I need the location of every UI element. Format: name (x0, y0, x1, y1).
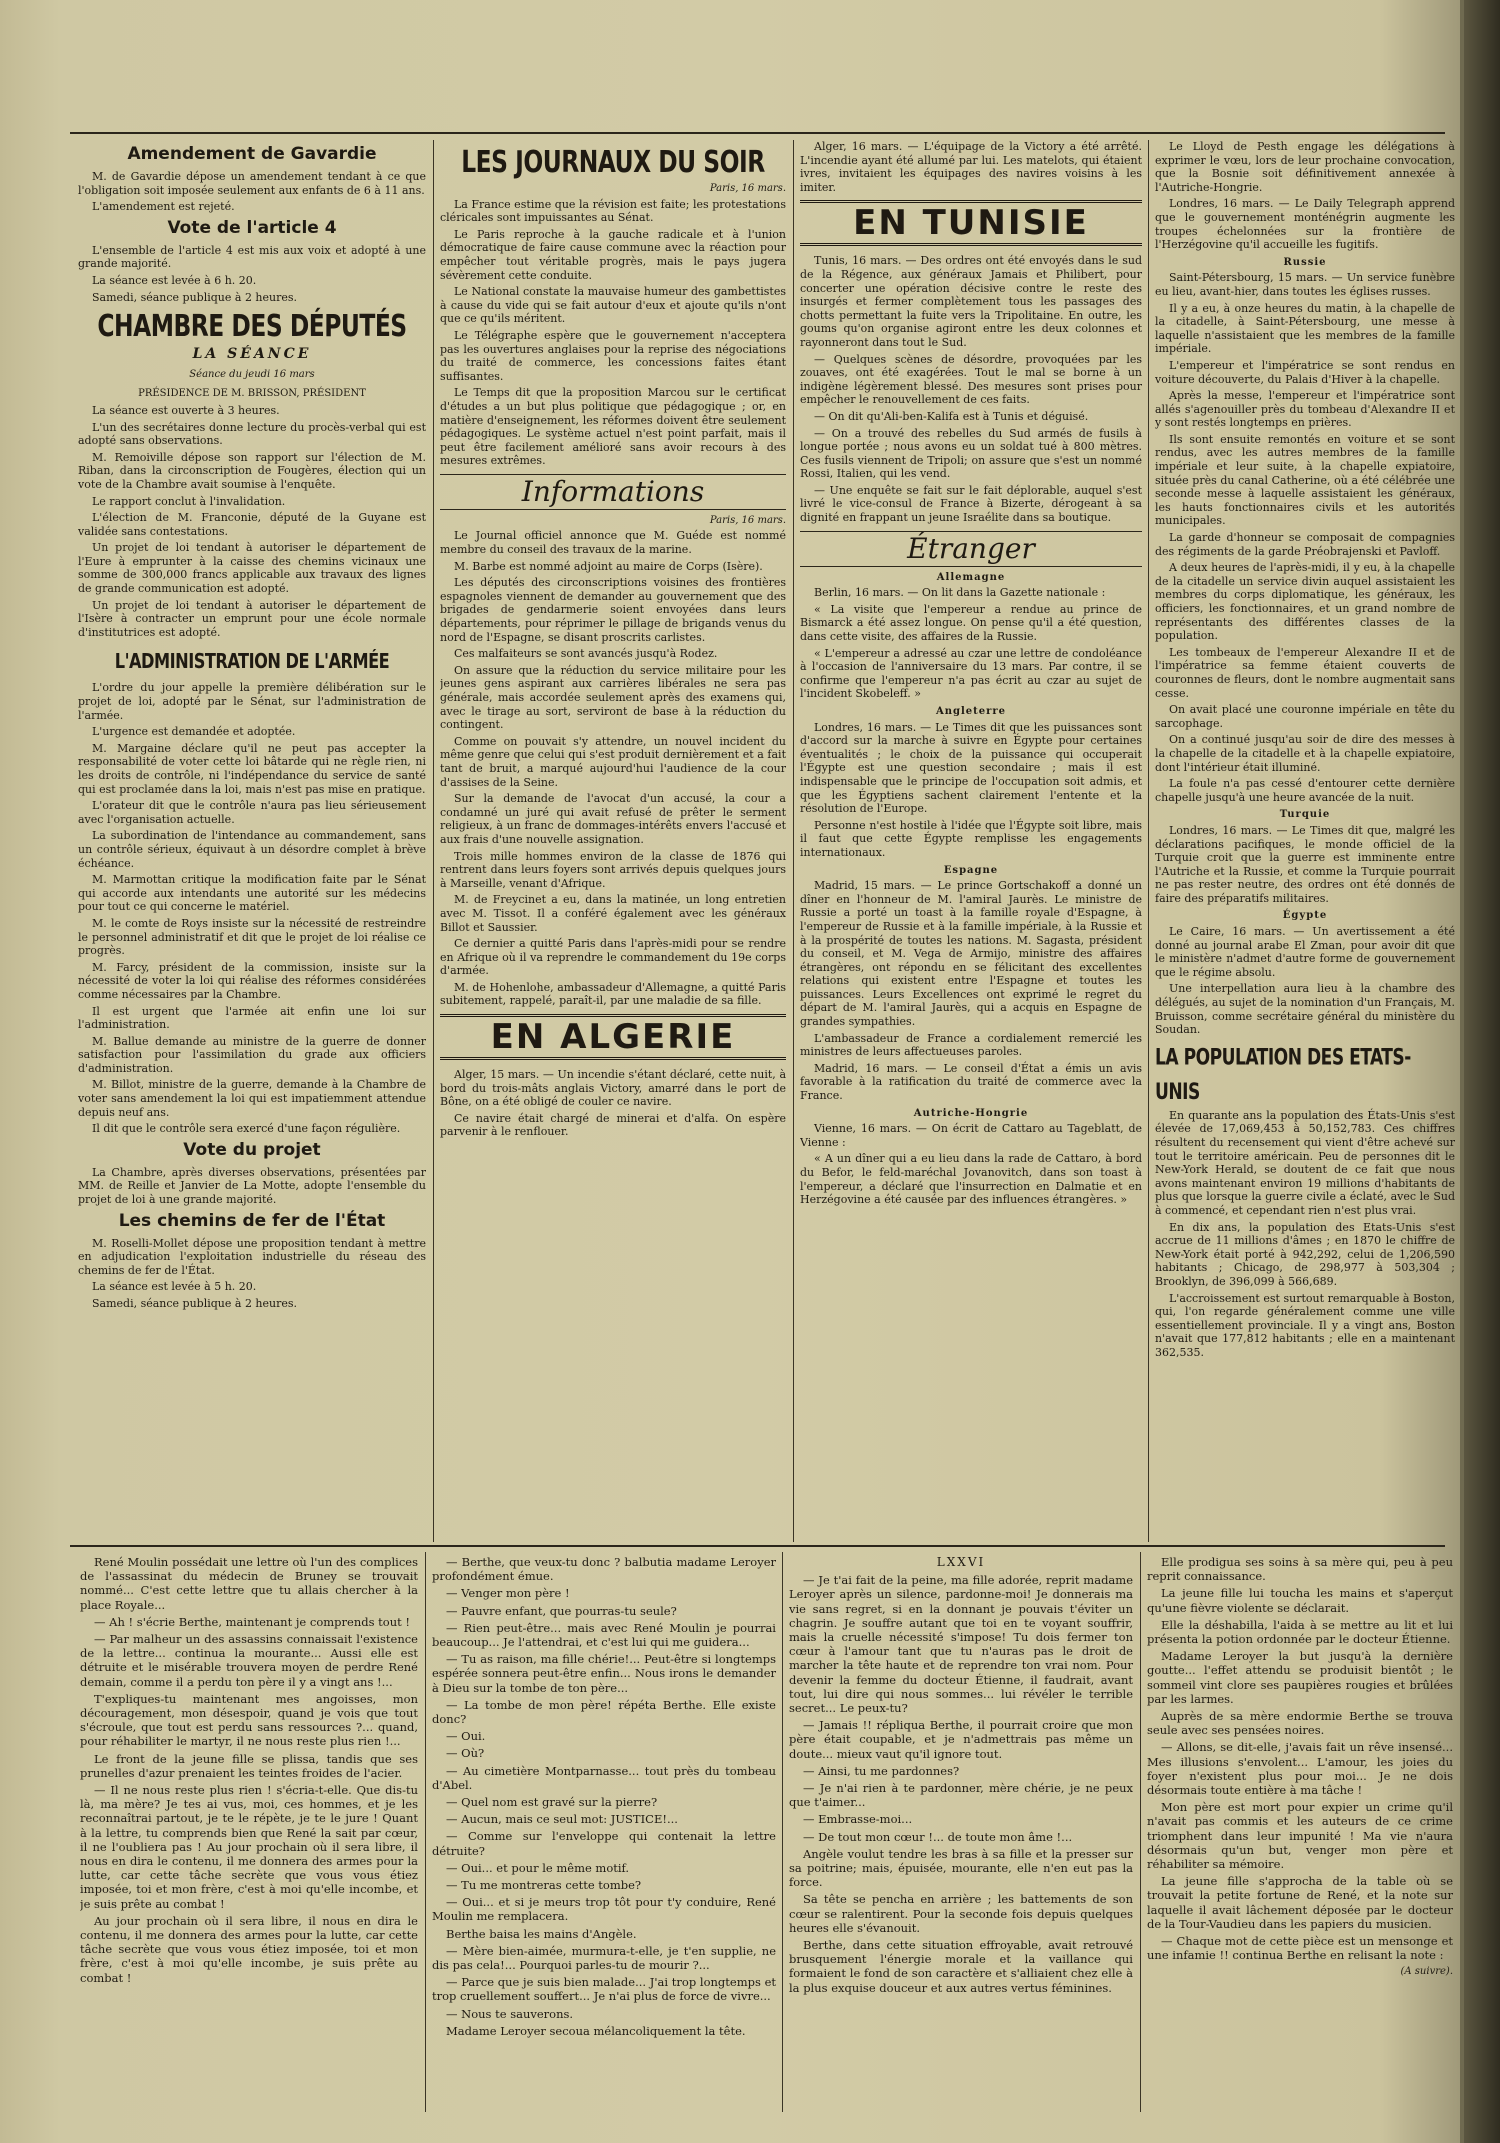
paragraph: Saint-Pétersbourg, 15 mars. — Un service funèbre eu lieu, avant-hier, dans toutes les églises russes. (1155, 271, 1455, 298)
paragraph: Ce navire était chargé de minerai et d'alfa. On espère parvenir à le renflouer. (440, 1111, 786, 1139)
paragraph: — Berthe, que veux-tu donc ? balbutia madame Leroyer profondément émue. (432, 1555, 776, 1584)
paragraph: — La tombe de mon père! répéta Berthe. Elle existe donc? (432, 1697, 776, 1727)
column-tunisie-etranger (800, 140, 1142, 1540)
turquie-subheading: Turquie (1279, 809, 1331, 821)
paragraph: Comme on pouvait s'y attendre, un nouvel incident du même genre que celui qui s'est produit dernièrement et a fait tant de bruit, a marqué aujourd'hui l'audience de la cour d'assises de la Seine. (440, 734, 786, 789)
paragraph: Les tombeaux de l'empereur Alexandre II et de l'impératrice sa femme étaient couverts de couronnes de fleurs, dont le nombre augmentait sans cesse. (1155, 645, 1455, 700)
paragraph: Mon père est mort pour expier un crime qu'il n'avait pas commis et les auteurs de ce crime triomphent dans leur impunité ! Ma vie n'aura désormais qu'un but, venger mon père et réhabiliter sa mémoire. (1147, 1800, 1453, 1872)
paragraph: L'un des secrétaires donne lecture du procès-verbal qui est adopté sans observations. (78, 420, 426, 448)
paragraph: — On a trouvé des rebelles du Sud armés de fusils à longue portée ; nous avons eu un soldat tué à 800 mètres. Ces fusils viennent de Tripoli; on assure que s'est un nommé Rossi, Italien, qui les vend. (800, 426, 1142, 481)
paragraph: Trois mille hommes environ de la classe de 1876 qui rentrent dans leurs foyers sont arrivés depuis quelques jours à Marseille, venant d'Afrique. (440, 849, 786, 890)
paragraph: La Chambre, après diverses observations, présentées par MM. de Reille et Janvier de La Motte, adopte l'ensemble du projet de loi à une grande majorité. (78, 1165, 426, 1207)
paragraph: — Oui... et si je meurs trop tôt pour t'y conduire, René Moulin me remplacera. (432, 1895, 776, 1924)
column-rule (1140, 1552, 1141, 2112)
paragraph: — Par malheur un des assassins connaissait l'existence de la lettre... continua la mourante... Aussi elle est détruite et le misérable trouvera moyen de perdre René demain, comme il a perdu ton père il y a vingt ans !... (80, 1632, 418, 1689)
paragraph: Berthe baisa les mains d'Angèle. (446, 1926, 637, 1941)
paragraph: Le National constate la mauvaise humeur des gambettistes à cause du vide qui se fait autour d'eux et ajoute qu'ils n'ont que ce qu'ils méritent. (440, 285, 786, 326)
paragraph: René Moulin possédait une lettre où l'un des complices de l'assassinat du médecin de Bruney se trouvait nommé... C'est cette lettre que tu allais chercher à la place Royale... (80, 1555, 418, 1612)
paragraph: Alger, 16 mars. — L'équipage de la Victory a été arrêté. L'incendie ayant été allumé par lui. Les matelots, qui étaient ivres, invitaient les équipages des navires voisins à les imiter. (800, 140, 1142, 194)
paragraph: — Je n'ai rien à te pardonner, mère chérie, je ne peux que t'aimer... (789, 1781, 1133, 1810)
paragraph: Un projet de loi tendant à autoriser le département de l'Isère à contracter un emprunt pour une école normale d'institutrices est adopté. (78, 598, 426, 639)
etranger-heading: Étranger (800, 531, 1142, 567)
paragraph: — Tu as raison, ma fille chérie!... Peut-être si longtemps espérée sonnera peut-être enfin... Nous irons le demander à Dieu sur la tombe de ton père... (432, 1652, 776, 1695)
column-rule (793, 140, 794, 1542)
paragraph: — Au cimetière Montparnasse... tout près du tombeau d'Abel. (432, 1763, 776, 1792)
paragraph: Ces malfaiteurs se sont avancés jusqu'à Rodez. (454, 647, 718, 661)
paragraph: En dix ans, la population des Etats-Unis s'est accrue de 11 millions d'âmes ; en 1870 le chiffre de New-York était porté à 942,292, celui de 1,206,590 habitants ; Chicago, de 298,977 à 503,304 ; Brooklyn, de 396,099 à 566,689. (1155, 1220, 1455, 1288)
journaux-du-soir-heading: LES JOURNAUX DU SOIR (461, 145, 765, 181)
en-algerie-heading: EN ALGERIE (440, 1014, 786, 1060)
paragraph: Londres, 16 mars. — Le Times dit que les puissances sont d'accord sur la marche à suivre en Égypte pour certaines éventualités ; le choix de la puissance qui occuperait l'Égypte est une question secondaire ; mais il est indispensable que le principe de l'occupation soit admis, et que les Égyptiens sachent clairement l'entente et la résolution de l'Europe. (800, 720, 1142, 816)
paragraph: — Une enquête se fait sur le fait déplorable, auquel s'est livré le vice-consul de France à Bizerte, dérogeant à sa dignité en frappant un jeune Israélite dans sa boutique. (800, 483, 1142, 525)
paragraph: Angèle voulut tendre les bras à sa fille et la presser sur sa poitrine; mais, épuisée, mourante, elle n'en eut pas la force. (789, 1846, 1133, 1890)
paragraph: — Comme sur l'enveloppe qui contenait la lettre détruite? (432, 1829, 776, 1858)
paragraph: Berthe, dans cette situation effroyable, avait retrouvé brusquement l'énergie morale et la vaillance qui formaient le fond de son caractère et s'alliaient chez elle à la plus exquise douceur et aux autres vertus féminines. (789, 1938, 1133, 1995)
paragraph: L'ordre du jour appelle la première délibération sur le projet de loi, adopté par le Sénat, sur l'administration de l'armée. (78, 681, 426, 722)
amendement-gavardie-heading: Amendement de Gavardie (127, 144, 377, 164)
paragraph: Le Télégraphe espère que le gouvernement n'acceptera pas les ouvertures anglaises pour la reprise des négociations du traité de commerce, les concessions faites étant suffisantes. (440, 328, 786, 383)
presidence-line: PRÉSIDENCE DE M. BRISSON, PRÉSIDENT (138, 388, 366, 400)
paragraph: M. de Hohenlohe, ambassadeur d'Allemagne, a quitté Paris subitement, rappelé, paraît-il, par une maladie de sa fille. (440, 980, 786, 1008)
paragraph: M. de Gavardie dépose un amendement tendant à ce que l'obligation soit imposée seulement aux enfants de 6 à 11 ans. (78, 170, 426, 197)
paragraph: M. Remoiville dépose son rapport sur l'élection de M. Riban, dans la circonscription de Fougères, élection qui un vote de la Chambre avait soumise à l'enquête. (78, 450, 426, 491)
paragraph: Le front de la jeune fille se plissa, tandis que ses prunelles d'azur prenaient les teintes froides de l'acier. (80, 1751, 418, 1780)
paragraph: — De tout mon cœur !... de toute mon âme !... (803, 1829, 1073, 1844)
paragraph: On avait placé une couronne impériale en tête du sarcophage. (1155, 703, 1455, 730)
paragraph: — Mère bien-aimée, murmura-t-elle, je t'en supplie, ne dis pas cela!... Pourquoi parles-tu de mourir ?... (432, 1943, 776, 1973)
dateline: Paris, 16 mars. (709, 514, 786, 526)
population-etats-unis-heading: LA POPULATION DES ETATS-UNIS (1155, 1044, 1411, 1105)
paragraph: — Quel nom est gravé sur la pierre? (446, 1795, 658, 1810)
feuilleton-column-4 (1147, 1555, 1453, 2115)
paragraph: Samedi, séance publique à 2 heures. (92, 1297, 298, 1310)
autriche-hongrie-subheading: Autriche-Hongrie (913, 1107, 1029, 1119)
paragraph: Sa tête se pencha en arrière ; les battements de son cœur se ralentirent. Pour la seconde fois depuis quelques heures elle s'évanouit. (789, 1892, 1133, 1935)
paragraph: Elle prodigua ses soins à sa mère qui, peu à peu reprit connaissance. (1147, 1555, 1453, 1584)
paragraph: — Tu me montreras cette tombe? (446, 1878, 642, 1893)
paragraph: La séance est levée à 5 h. 20. (92, 1280, 257, 1294)
a-suivre-note: (A suivre). (1400, 1966, 1453, 1978)
column-rule (425, 1552, 426, 2112)
paragraph: — Embrasse-moi... (803, 1812, 913, 1827)
espagne-subheading: Espagne (943, 864, 999, 876)
paragraph: — Aucun, mais ce seul mot: JUSTICE!... (446, 1812, 678, 1827)
feuilleton-column-3 (789, 1555, 1133, 2115)
paragraph: « A un dîner qui a eu lieu dans la rade de Cattaro, à bord du Befor, le feld-maréchal Jovanovitch, dans son toast à l'empereur, a déclaré que l'insurrection en Dalmatie et en Herzégovine a été causée par des influences étrangères. » (800, 1152, 1142, 1207)
paragraph: L'empereur et l'impératrice se sont rendus en voiture découverte, du Palais d'Hiver à la chapelle. (1155, 358, 1455, 386)
la-seance-label: LA SÉANCE (192, 346, 312, 363)
paragraph: A deux heures de l'après-midi, il y eu, à la chapelle de la citadelle un service divin auquel assistaient les membres du corps diplomatique, les généraux, les officiers, les fonctionnaires, et un grand nombre de représentants des différentes classes de la population. (1155, 561, 1455, 643)
allemagne-subheading: Allemagne (936, 571, 1006, 583)
paragraph: — Ah ! s'écrie Berthe, maintenant je comprends tout ! (94, 1614, 410, 1629)
paragraph: — Où? (446, 1746, 485, 1761)
feuilleton-column-1 (80, 1555, 418, 2115)
russie-subheading: Russie (1283, 256, 1327, 268)
paragraph: — Oui. (446, 1729, 486, 1744)
paragraph: Auprès de sa mère endormie Berthe se trouva seule avec ses pensées noires. (1147, 1709, 1453, 1738)
paragraph: L'ensemble de l'article 4 est mis aux voix et adopté à une grande majorité. (78, 243, 426, 271)
paragraph: Une interpellation aura lieu à la chambre des délégués, au sujet de la nomination d'un Français, M. Bruisson, comme secrétaire général du ministère du Soudan. (1155, 982, 1455, 1037)
feuilleton-column-2 (432, 1555, 776, 2115)
paragraph: Le Lloyd de Pesth engage les délégations à exprimer le vœu, lors de leur prochaine convocation, que la Bosnie soit définitivement annexée à l'Autriche-Hongrie. (1155, 140, 1455, 194)
paragraph: M. Roselli-Mollet dépose une proposition tendant à mettre en adjudication l'exploitation industrielle du réseau des chemins de fer de l'État. (78, 1236, 426, 1277)
paragraph: Londres, 16 mars. — Le Daily Telegraph apprend que le gouvernement monténégrin augmente les troupes échelonnées sur la frontière de l'Herzégovine qu'il accueille les fugitifs. (1155, 197, 1455, 252)
paragraph: Tunis, 16 mars. — Des ordres ont été envoyés dans le sud de la Régence, aux généraux Jamais et Philibert, pour concerter une opération décisive contre le reste des insurgés et fermer complètement tous les passages des chotts permettant la fuite vers la Tripolitaine. En outre, les goums qu'on organise agiront entre les deux colonnes et rayonneront dans tout le Sud. (800, 254, 1142, 349)
administration-armee-heading: L'ADMINISTRATION DE L'ARMÉE (114, 649, 390, 674)
paragraph: M. Margaine déclare qu'il ne peut pas accepter la responsabilité de voter cette loi bâtarde qui ne règle rien, ni les droits de contrôle, ni l'indépendance du service de santé qui est proclamée dans la loi, mais n'est pas mise en pratique. (78, 741, 426, 796)
paragraph: M. Billot, ministre de la guerre, demande à la Chambre de voter sans amendement la loi qui est impatiemment attendue depuis neuf ans. (78, 1078, 426, 1119)
paragraph: Il est urgent que l'armée ait enfin une loi sur l'administration. (78, 1004, 426, 1032)
top-rule (70, 132, 1445, 134)
paragraph: L'amendement est rejeté. (92, 200, 235, 214)
paragraph: La jeune fille lui toucha les mains et s'aperçut qu'une fièvre violente se déclarait. (1147, 1586, 1453, 1615)
paragraph: La subordination de l'intendance au commandement, sans un contrôle sérieux, équivaut à un désordre complet à brève échéance. (78, 829, 426, 870)
paragraph: Londres, 16 mars. — Le Times dit que, malgré les déclarations pacifiques, le monde officiel de la Turquie croit que la guerre est imminente entre l'Autriche et la Russie, et comme la Turquie pourrait ne pas rester neutre, des ordres ont été donnés de faire des préparatifs militaires. (1155, 823, 1455, 905)
paragraph: L'orateur dit que le contrôle n'aura pas lieu sérieusement avec l'organisation actuelle. (78, 799, 426, 826)
paragraph: Alger, 15 mars. — Un incendie s'étant déclaré, cette nuit, à bord du trois-mâts anglais Victory, amarré dans le port de Bône, on a été obligé de couler ce navire. (440, 1068, 786, 1109)
paragraph: La France estime que la révision est faite; les protestations cléricales sont impuissantes au Sénat. (440, 197, 786, 225)
column-rule (782, 1552, 783, 2112)
paragraph: L'accroissement est surtout remarquable à Boston, qui, l'on regarde généralement comme une ville essentiellement provinciale. Il y a vingt ans, Boston n'avait que 177,812 habitants ; elle en a maintenant 362,535. (1155, 1291, 1455, 1359)
paragraph: — Ainsi, tu me pardonnes? (803, 1763, 960, 1778)
paragraph: — Jamais !! répliqua Berthe, il pourrait croire que mon père était coupable, et je n'admettrais pas même un doute... mieux vaut qu'il ignore tout. (789, 1718, 1133, 1761)
paragraph: Le Caire, 16 mars. — Un avertissement a été donné au journal arabe El Zman, pour avoir dit que le ministère n'admet d'autre forme de gouvernement que le régime absolu. (1155, 925, 1455, 979)
column-journaux-informations (440, 140, 786, 1540)
paragraph: Il y a eu, à onze heures du matin, à la chapelle de la citadelle, à Saint-Pétersbourg, une messe à laquelle n'assistaient que les membres de la famille impériale. (1155, 301, 1455, 356)
paragraph: Ils sont ensuite remontés en voiture et se sont rendus, avec les autres membres de la famille impériale et leur suite, à la chapelle expiatoire, située près du canal Catherine, où a été célébrée une seconde messe à laquelle assistaient les généraux, les hauts fonctionnaires civils et les autorités municipales. (1155, 432, 1455, 528)
paragraph: La séance est levée à 6 h. 20. (92, 273, 257, 287)
paragraph: L'urgence est demandée et adoptée. (92, 725, 296, 739)
paragraph: L'ambassadeur de France a cordialement remercié les ministres de leurs affectueuses paroles. (800, 1031, 1142, 1059)
paragraph: Sur la demande de l'avocat d'un accusé, la cour a condamné un juré qui avait refusé de prêter le serment religieux, à un franc de dommages-intérêts envers l'accusé et aux frais d'une nouvelle assignation. (440, 792, 786, 846)
paragraph: Ce dernier a quitté Paris dans l'après-midi pour se rendre en Afrique où il va reprendre le commandement du 19e corps d'armée. (440, 937, 786, 978)
column-rule (433, 140, 434, 1542)
paragraph: — Quelques scènes de désordre, provoquées par les zouaves, ont été exagérées. Tout le mal se borne à un indigène légèrement blessé. Des mesures sont prises pour empêcher le renouvellement de ces faits. (800, 352, 1142, 407)
paragraph: — Allons, se dit-elle, j'avais fait un rêve insensé... Mes illusions s'envolent... L'amour, les joies du foyer n'existent plus pour moi... Je ne dois désormais toute entière à ma tâche ! (1147, 1740, 1453, 1798)
paragraph: — Chaque mot de cette pièce est un mensonge et une infamie !! continua Berthe en relisant la note : (1147, 1934, 1453, 1963)
paragraph: Les députés des circonscriptions voisines des frontières espagnoles viennent de demander au gouvernement que des brigades de gendarmerie soient envoyées dans leurs départements, pour réprimer le pillage de brigands venus du nord de l'Espagne, se disant proscrits carlistes. (440, 576, 786, 644)
paragraph: Berlin, 16 mars. — On lit dans la Gazette nationale : (814, 586, 1106, 600)
paragraph: M. Marmottan critique la modification faite par le Sénat qui accorde aux intendants une autorité sur les médecins pour tout ce qui concerne le matériel. (78, 873, 426, 914)
paragraph: M. Farcy, président de la commission, insiste sur la nécessité de voter la loi qui réalise des réformes considérées comme nécessaires par la Chambre. (78, 960, 426, 1001)
paragraph: La foule n'a pas cessé d'entourer cette dernière chapelle jusqu'à une heure avancée de la nuit. (1155, 777, 1455, 804)
chemins-fer-etat-heading: Les chemins de fer de l'État (118, 1210, 386, 1231)
column-senat-chambre (78, 140, 426, 1540)
column-rule (1148, 140, 1149, 1542)
paragraph: — Rien peut-être... mais avec René Moulin je pourrai beaucoup... Je l'attendrai, et c'est lui qui me guidera... (432, 1620, 776, 1650)
angleterre-subheading: Angleterre (935, 706, 1007, 717)
paragraph: Samedi, séance publique à 2 heures. (92, 290, 298, 304)
en-tunisie-heading: EN TUNISIE (800, 200, 1142, 246)
paragraph: Le Temps dit que la proposition Marcou sur le certificat d'études a un but plus politique que pédagogique ; or, en matière d'enseignement, les réformes doivent être seulement pédagogiques. Le système actuel n'est point parfait, mais il peut être facilement amélioré sans avoir recours à des mesures extrêmes. (440, 386, 786, 468)
paragraph: Au jour prochain où il sera libre, il nous en dira le contenu, il me donnera des armes pour la lutte, car cette tâche secrète que vous vous étiez imposée, toi et mon frère, c'est à moi qu'elle incombe, je suis prête au combat ! (80, 1913, 418, 1985)
paragraph: « L'empereur a adressé au czar une lettre de condoléance à l'occasion de l'anniversaire du 13 mars. Par contre, il se confirme que l'empereur n'a pas écrit au czar au sujet de l'incident Skobeleff. » (800, 646, 1142, 701)
paragraph: On a continué jusqu'au soir de dire des messes à la chapelle de la citadelle et à la chapelle expiatoire, dont l'intérieur était illuminé. (1155, 733, 1455, 774)
paragraph: La jeune fille s'approcha de la table où se trouvait la petite fortune de René, et la note sur laquelle il avait lâchement déposée par le docteur de la Tour-Vaudieu dans les papiers du musicien. (1147, 1874, 1453, 1931)
paragraph: — Pauvre enfant, que pourras-tu seule? (446, 1603, 677, 1618)
book-spine (1464, 0, 1500, 2143)
paragraph: Le rapport conclut à l'invalidation. (92, 494, 286, 508)
paragraph: — On dit qu'Ali-ben-Kalifa est à Tunis et déguisé. (814, 409, 1089, 423)
paragraph: Vienne, 16 mars. — On écrit de Cattaro au Tageblatt, de Vienne : (800, 1122, 1142, 1149)
vote-projet-heading: Vote du projet (183, 1139, 321, 1160)
paragraph: — Je t'ai fait de la peine, ma fille adorée, reprit madame Leroyer après un silence, pardonne-moi! Je donnerais ma vie sans regret, si en la donnant je pouvais t'éviter un chagrin. Je souffre autant que toi en te voyant souffrir, mais la cruelle nécessité s'impose! Tu dois fermer ton cœur à l'amour tant que tu n'auras pas le droit de marcher la tête haute et de reprendre ton vrai nom. Pour devenir la femme du docteur Étienne, il faudrait, avant tout, lui dire qui nous sommes... lui révéler le terrible secret... Le peux-tu? (789, 1573, 1133, 1716)
paragraph: Personne n'est hostile à l'idée que l'Égypte soit libre, mais il faut que cette Égypte remplisse les engagements internationaux. (800, 818, 1142, 859)
paragraph: Madrid, 16 mars. — Le conseil d'État a émis un avis favorable à la ratification du traité de commerce avec la France. (800, 1061, 1142, 1103)
paragraph: La séance est ouverte à 3 heures. (92, 403, 280, 417)
paragraph: — Nous te sauverons. (446, 2006, 574, 2021)
paragraph: Madrid, 15 mars. — Le prince Gortschakoff a donné un dîner en l'honneur de M. l'amiral Jaurès. Le ministre de Russie a porté un toast à la famille royale d'Espagne, à l'empereur de Russie et à la famille impériale, à la Russie et à la prospérité de toutes les nations. M. Sagasta, président du conseil, et M. Vega de Armijo, ministre des affaires étrangères, ont répondu en se félicitant des excellentes relations qui existent entre l'Espagne et toutes les puissances. Leurs Excellences ont exprimé le regret du départ de M. l'amiral Jaurès, qui a acquis en Espagne de grandes sympathies. (800, 879, 1142, 1029)
dateline: Paris, 16 mars. (709, 183, 786, 194)
paragraph: Madame Leroyer la but jusqu'à la dernière goutte... l'effet attendu se produisit bientôt ; le sommeil vint clore ses paupières rougies et brûlées par les larmes. (1147, 1649, 1453, 1706)
column-russie-population (1155, 140, 1455, 1540)
paragraph: M. de Freycinet a eu, dans la matinée, un long entretien avec M. Tissot. Il a conféré également avec les généraux Billot et Saussier. (440, 893, 786, 934)
egypte-subheading: Égypte (1282, 910, 1328, 922)
chapter-number: LXXVI (936, 1555, 986, 1569)
paragraph: « La visite que l'empereur a rendue au prince de Bismarck a été assez longue. On pense qu'il a été question, dans cette visite, des affaires de la Russie. (800, 602, 1142, 644)
paragraph: M. Barbe est nommé adjoint au maire de Corps (Isère). (454, 559, 763, 573)
paragraph: — Venger mon père ! (446, 1586, 570, 1601)
paragraph: M. Ballue demande au ministre de la guerre de donner satisfaction pour l'assimilation du grade aux officiers d'administration. (78, 1034, 426, 1075)
paragraph: — Parce que je suis bien malade... J'ai trop longtemps et trop cruellement souffert... Je n'ai plus de force de vivre... (432, 1975, 776, 2004)
paragraph: Elle la déshabilla, l'aida à se mettre au lit et lui présenta la potion ordonnée par le docteur Étienne. (1147, 1617, 1453, 1647)
paragraph: La garde d'honneur se composait de compagnies des régiments de la garde Préobrajenski et Pavloff. (1155, 531, 1455, 558)
paragraph: Un projet de loi tendant à autoriser le département de l'Eure à emprunter à la caisse des chemins vicinaux une somme de 300,000 francs applicable aux travaux des lignes de grande communication est adopté. (78, 541, 426, 596)
paragraph: Le Paris reproche à la gauche radicale et à l'union démocratique de faire cause commune avec la réaction pour empêcher tout véritable progrès, mais le pays jugera sévèrement cette conduite. (440, 227, 786, 282)
chambre-deputes-heading: CHAMBRE DES DÉPUTÉS (97, 309, 407, 345)
informations-heading: Informations (440, 474, 786, 510)
feuilleton-rule (70, 1545, 1445, 1547)
vote-article-4-heading: Vote de l'article 4 (167, 217, 337, 238)
paragraph: On assure que la réduction du service militaire pour les jeunes gens aspirant aux carrières libérales ne sera pas générale, mais accordée seulement après des examens qui, avec le tirage au sort, serviront de base à la réduction du contingent. (440, 663, 786, 732)
paragraph: M. le comte de Roys insiste sur la nécessité de restreindre le personnel administratif et dit que le projet de loi réalise ce progrès. (78, 916, 426, 958)
seance-date: Séance du jeudi 16 mars (189, 368, 315, 380)
paragraph: L'élection de M. Franconie, député de la Guyane est validée sans contestations. (78, 511, 426, 538)
paragraph: Madame Leroyer secoua mélancoliquement la tête. (446, 2023, 746, 2038)
paragraph: Après la messe, l'empereur et l'impératrice sont allés s'agenouiller près du tombeau d'Alexandre II et y sont restés longtemps en prières. (1155, 389, 1455, 430)
paragraph: T'expliques-tu maintenant mes angoisses, mon découragement, mon désespoir, quand je vois que tout s'écroule, que tout est perdu sans ressources ?... quand, pour réhabiliter le martyr, il ne nous reste plus rien !... (80, 1691, 418, 1749)
paragraph: Il dit que le contrôle sera exercé d'une façon régulière. (92, 1122, 401, 1136)
paragraph: En quarante ans la population des États-Unis s'est élevée de 17,069,453 à 50,152,783. Ces chiffres résultent du recensement qui vient d'être achevé sur tout le territoire américain. Peu de personnes dit le New-York Herald, se doutent de ce fait que nous avons maintenant environ 19 millions d'habitants de plus que lorsque la guerre civile a éclaté, avec le Sud à commencé, et cependant rien n'est plus vrai. (1155, 1108, 1455, 1217)
paragraph: Le Journal officiel annonce que M. Guéde est nommé membre du conseil des travaux de la marine. (440, 529, 786, 557)
paragraph: — Il ne nous reste plus rien ! s'écria-t-elle. Que dis-tu là, ma mère? Je tes ai vus, moi, ces hommes, et je les reconnaîtrai partout, je te le répète, je te le jure ! Quant à la lettre, tu comprends bien que René la sait par cœur, il ne l'oubliera pas ! Au jour prochain où il sera libre, il nous en dira le contenu, il me donnera des armes pour la lutte, car cette tâche secrète que vous vous étiez imposée, toi et mon frère, c'est à moi qu'elle incombe, et je suis prête au combat ! (80, 1783, 418, 1911)
paragraph: — Oui... et pour le même motif. (446, 1860, 630, 1875)
